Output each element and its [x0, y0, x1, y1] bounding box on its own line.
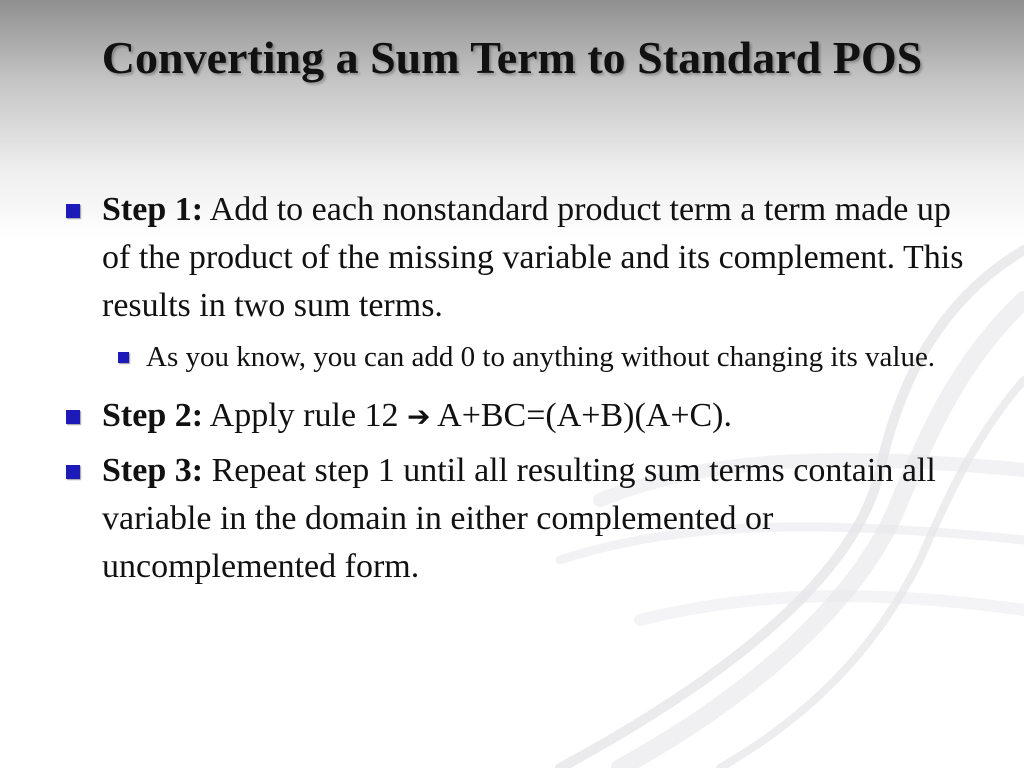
square-bullet-icon: [118, 352, 129, 363]
bullet-step-2: [62, 392, 972, 441]
sub-bullet-step-1: [146, 336, 972, 378]
square-bullet-icon: [66, 465, 80, 479]
bullet-step-3: [62, 447, 972, 591]
square-bullet-icon: [66, 410, 80, 424]
bullet-step-1: [62, 186, 972, 330]
step-text: Repeat step 1 until all resulting sum terms contain all variable in the domain in either complemented or uncomplemented form.: [102, 452, 936, 585]
square-bullet-icon: [66, 204, 80, 218]
step-text: Apply rule 12: [203, 397, 408, 434]
right-arrow-icon: ➔: [407, 400, 431, 433]
sub-bullet-text: As you know, you can add 0 to anything without changing its value.: [146, 341, 936, 373]
bullet-list: [62, 186, 972, 597]
rule-formula: A+BC=(A+B)(A+C).: [430, 397, 732, 434]
step-label: Step 1:: [102, 191, 204, 228]
step-text: Add to each nonstandard product term a term made up of the product of the missing variable and its complement. This results in two sum terms.: [102, 191, 964, 324]
step-label: Step 3:: [102, 452, 204, 489]
slide-title: Converting a Sum Term to Standard POS: [101, 32, 923, 83]
step-label: Step 2:: [102, 397, 204, 434]
